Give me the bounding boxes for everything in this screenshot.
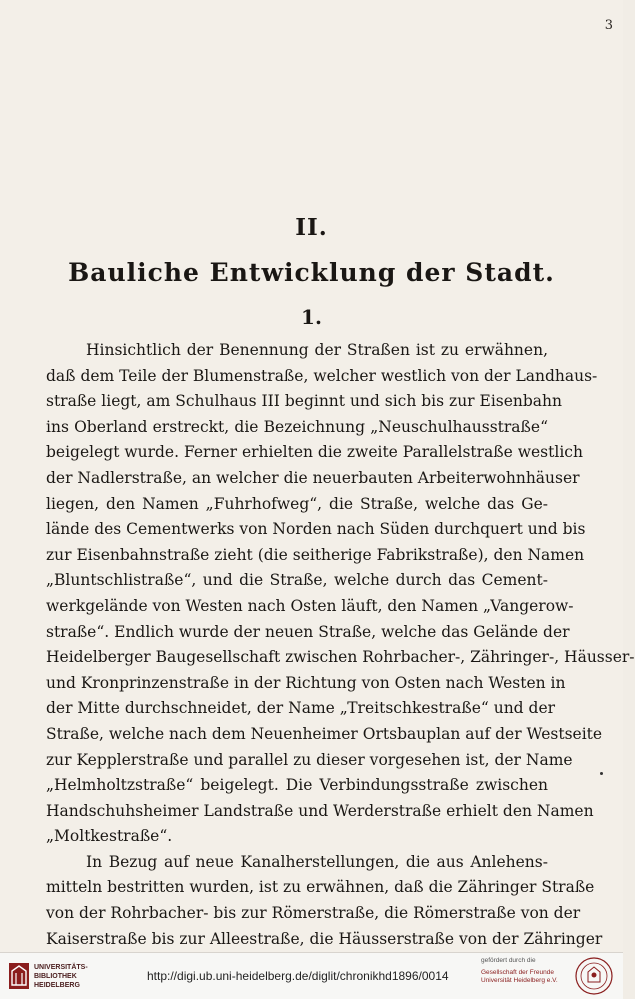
section-number: 1. (301, 305, 322, 329)
text-line: Straße, welche nach dem Neuenheimer Ortsbauplan auf der Westseite (46, 724, 603, 743)
text-line: zur Eisenbahnstraße zieht (die seitherige Fabrikstraße), den Namen (46, 545, 585, 564)
page-number: 3 (604, 18, 614, 33)
text-line: und Kronprinzenstraße in der Richtung von Osten nach Westen in (46, 673, 566, 692)
sponsor-name[interactable] (481, 969, 558, 985)
text-line: Kaiserstraße bis zur Alleestraße, die Häusserstraße von der Zähringer (46, 929, 603, 948)
text-line: „Bluntschlistraße“, und die Straße, welche durch das Cement- (46, 571, 548, 590)
funded-by-label: gefördert durch die (481, 957, 536, 964)
text-line: straße“. Endlich wurde der neuen Straße, welche das Gelände der (46, 622, 570, 641)
text-line: der Mitte durchschneidet, der Name „Treitschkestraße“ und der (46, 699, 556, 718)
text-line: zur Kepplerstraße und parallel zu dieser vorgesehen ist, der Name (46, 750, 573, 769)
text-line: werkgelände von Westen nach Osten läuft, den Namen „Vangerow- (46, 596, 574, 615)
text-line: „Helmholtzstraße“ beigelegt. Die Verbindungsstraße zwischen (46, 776, 548, 795)
text-line: daß dem Teile der Blumenstraße, welcher westlich von der Landhaus- (46, 366, 598, 385)
library-name-line: UNIVERSITÄTS- (34, 964, 88, 971)
text-line: Heidelberger Baugesellschaft zwischen Rohrbacher-, Zähringer-, Häusser- (46, 648, 635, 667)
sponsor-name-line: Universität Heidelberg e.V. (481, 977, 558, 984)
body-text (46, 338, 635, 952)
permalink-url[interactable]: http://digi.ub.uni-heidelberg.de/diglit/chronikhd1896/0014 (147, 969, 449, 983)
text-line: „Moltkestraße“. (46, 827, 173, 846)
text-line: ins Oberland erstreckt, die Bezeichnung „Neuschulhausstraße“ (46, 417, 548, 436)
library-name-line: HEIDELBERG (34, 982, 80, 989)
text-line: der Nadlerstraße, an welcher die neuerbauten Arbeiterwohnhäuser (46, 468, 580, 487)
text-line: Handschuhsheimer Landstraße und Werderstraße erhielt den Namen (46, 801, 594, 820)
margin-mark (600, 772, 603, 775)
text-line: beigelegt wurde. Ferner erhielten die zweite Parallelstraße westlich (46, 443, 583, 462)
footer-bar (0, 952, 623, 999)
text-line: mitteln bestritten wurden, ist zu erwähnen, daß die Zähringer Straße (46, 878, 595, 897)
text-line: lände des Cementwerks von Norden nach Süden durchquert und bis (46, 520, 586, 539)
library-name-line: BIBLIOTHEK (34, 973, 77, 980)
chapter-number: II. (295, 214, 328, 241)
text-line: Hinsichtlich der Benennung der Straßen ist zu erwähnen, (86, 341, 548, 359)
chapter-title: Bauliche Entwicklung der Stadt. (68, 258, 555, 287)
university-library-logo-icon[interactable] (8, 961, 30, 991)
sponsor-name-line: Gesellschaft der Freunde (481, 969, 554, 976)
text-line: liegen, den Namen „Fuhrhofweg“, die Straße, welche das Ge- (46, 494, 548, 513)
university-seal-icon (574, 956, 614, 996)
text-line: In Bezug auf neue Kanalherstellungen, die aus Anlehens- (86, 852, 548, 871)
text-line: von der Rohrbacher- bis zur Römerstraße, die Römerstraße von der (46, 904, 581, 923)
university-library-name[interactable] (34, 963, 88, 990)
text-line: straße liegt, am Schulhaus III beginnt und sich bis zur Eisenbahn (46, 392, 563, 411)
